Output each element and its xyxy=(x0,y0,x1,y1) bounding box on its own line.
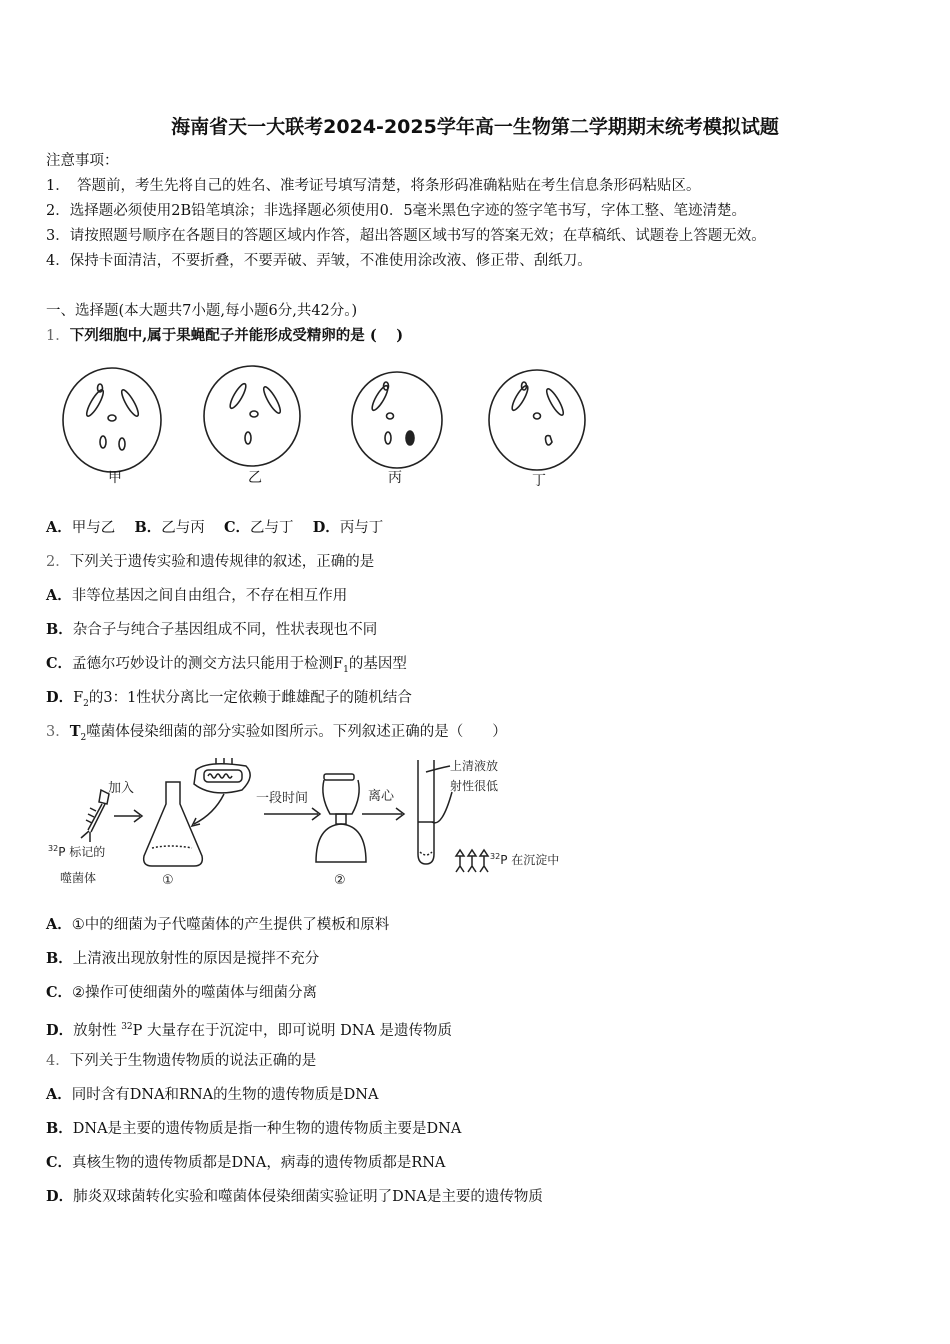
blender-icon xyxy=(316,774,366,862)
cell-bing xyxy=(352,372,442,468)
cell-jia xyxy=(63,368,161,472)
fig-sediment-label xyxy=(490,852,559,867)
q4-option-a xyxy=(46,1086,378,1104)
fig-phage-label-text: P 标记的 xyxy=(58,845,106,859)
q3-phage-figure xyxy=(46,752,576,897)
q4-option-d-text: 肺炎双球菌转化实验和噬菌体侵染细菌实验证明了DNA是主要的遗传物质 xyxy=(73,1189,543,1205)
q4-option-b-label: B． xyxy=(46,1120,73,1137)
sediment-phages xyxy=(456,850,488,872)
notice-item-1: 1． 答题前，考生先将自己的姓名、准考证号填写清楚，将条形码准确粘贴在考生信息条形码粘贴区。 xyxy=(46,178,701,194)
cell-label-bing: 丙 xyxy=(388,470,402,486)
q3-option-a xyxy=(46,916,389,934)
q2-option-c-text-post: 的基因型 xyxy=(348,656,407,672)
q3-option-d-sup: 32 xyxy=(121,1022,133,1032)
page-title: 海南省天一大联考2024-2025学年高一生物第二学期期末统考模拟试题 xyxy=(171,116,779,138)
notice-item-3: 3．请按照题号顺序在各题目的答题区域内作答，超出答题区域书写的答案无效；在草稿纸、试题卷上答题无效。 xyxy=(46,228,766,244)
q2-option-b xyxy=(46,621,377,639)
q1-option-c-text: 乙与丁 xyxy=(250,520,294,536)
q2-option-c-label: C． xyxy=(46,655,73,672)
fig-step-1: ① xyxy=(162,873,174,888)
cell-label-yi: 乙 xyxy=(248,470,262,486)
q1-options xyxy=(46,519,383,537)
q4-option-b-text: DNA是主要的遗传物质是指一种生物的遗传物质主要是DNA xyxy=(72,1121,462,1137)
q2-option-d xyxy=(46,689,412,713)
q4-option-a-label: A． xyxy=(46,1086,72,1103)
q2-option-a-text: 非等位基因之间自由组合，不存在相互作用 xyxy=(71,588,348,604)
q2-stem xyxy=(46,553,374,571)
notice-item-4: 4．保持卡面清洁，不要折叠，不要弄破、弄皱，不准使用涂改液、修正带、刮纸刀。 xyxy=(46,253,592,269)
arrow-time xyxy=(264,808,320,820)
cell-label-ding: 丁 xyxy=(532,473,546,489)
q2-option-d-text-post: 的3：1性状分离比一定依赖于雌雄配子的随机结合 xyxy=(88,690,412,706)
notice-item-2: 2．选择题必须使用2B铅笔填涂；非选择题必须使用0．5毫米黑色字迹的签字笔书写，字体工整、笔迹清楚。 xyxy=(46,203,747,219)
fig-add-label: 加入 xyxy=(108,781,135,796)
test-tube-icon xyxy=(418,760,452,864)
q3-stem xyxy=(46,723,507,747)
phage-icon xyxy=(81,790,109,842)
fig-phage-label-2: 噬菌体 xyxy=(60,871,97,885)
arrow-add xyxy=(114,810,142,822)
q4-option-c-text: 真核生物的遗传物质都是DNA，病毒的遗传物质都是RNA xyxy=(72,1155,446,1171)
q3-option-d-label: D． xyxy=(46,1021,74,1039)
q3-option-c-label: C． xyxy=(46,984,73,1001)
fig-phage-label-sup: 32 xyxy=(48,844,59,853)
q3-option-c-text: ②操作可使细菌外的噬菌体与细菌分离 xyxy=(72,985,318,1001)
q4-option-c xyxy=(46,1154,445,1172)
q3-option-a-text: ①中的细菌为子代噬菌体的产生提供了模板和原料 xyxy=(71,917,390,933)
q2-option-c xyxy=(46,655,407,679)
q3-option-b-text: 上清液出现放射性的原因是搅拌不充分 xyxy=(72,951,320,967)
cell-ding xyxy=(489,370,585,470)
q2-option-b-label: B． xyxy=(46,621,73,638)
q1-option-a-label: A． xyxy=(46,519,72,536)
fig-step-2: ② xyxy=(334,873,346,888)
q3-option-a-label: A． xyxy=(46,916,72,933)
fig-sediment-text: P 在沉淀中 xyxy=(500,853,560,867)
q4-number: 4． xyxy=(46,1053,70,1069)
q1-option-d-label: D． xyxy=(312,519,340,536)
q3-option-d xyxy=(46,1018,452,1040)
q4-option-c-label: C． xyxy=(46,1154,73,1171)
q1-text: 下列细胞中,属于果蝇配子并能形成受精卵的是 ( ) xyxy=(69,327,404,344)
q1-stem xyxy=(46,327,403,345)
q2-option-d-text-pre: F xyxy=(73,690,84,706)
q4-option-d xyxy=(46,1188,543,1206)
notice-heading: 注意事项： xyxy=(46,153,119,169)
fig-time-label: 一段时间 xyxy=(256,791,309,806)
q4-option-b xyxy=(46,1120,461,1138)
q1-option-a-text: 甲与乙 xyxy=(71,520,116,536)
cell-yi xyxy=(204,366,300,466)
q2-number: 2． xyxy=(46,554,70,570)
fig-supernatant-2: 射性很低 xyxy=(450,779,499,793)
fig-centrifuge-label: 离心 xyxy=(368,789,395,804)
q4-stem xyxy=(46,1052,316,1070)
q3-option-b-label: B． xyxy=(46,950,73,967)
q4-text: 下列关于生物遗传物质的说法正确的是 xyxy=(69,1053,317,1069)
q2-option-a-label: A． xyxy=(46,587,72,604)
fig-phage-label-1 xyxy=(48,844,105,859)
q3-option-d-text-pre: 放射性 xyxy=(73,1022,122,1039)
q1-number: 1． xyxy=(46,328,70,344)
section-heading: 一、选择题(本大题共7小题,每小题6分,共42分。) xyxy=(46,303,358,319)
cell-label-jia: 甲 xyxy=(108,470,122,486)
bacteria-callout xyxy=(192,758,250,826)
fig-supernatant-1: 上清液放 xyxy=(450,759,499,773)
q1-cell-figure xyxy=(50,358,610,493)
q1-option-d-text: 丙与丁 xyxy=(339,520,384,536)
q3-option-b xyxy=(46,950,319,968)
q2-option-a xyxy=(46,587,347,605)
q3-number: 3． xyxy=(46,724,70,740)
q3-text-sub: 2 xyxy=(80,732,87,743)
q2-option-d-label: D． xyxy=(46,689,74,706)
q4-option-a-text: 同时含有DNA和RNA的生物的遗传物质是DNA xyxy=(71,1087,379,1103)
q2-option-b-text: 杂合子与纯合子基因组成不同，性状表现也不同 xyxy=(72,622,378,638)
q2-text: 下列关于遗传实验和遗传规律的叙述，正确的是 xyxy=(69,554,375,570)
q1-option-b-text: 乙与丙 xyxy=(161,520,205,536)
q3-option-d-text-post: P 大量存在于沉淀中，即可说明 DNA 是遗传物质 xyxy=(132,1022,453,1039)
fig-sediment-sup: 32 xyxy=(490,852,501,861)
q3-text-post: 噬菌体侵染细菌的部分实验如图所示。下列叙述正确的是（ ） xyxy=(86,724,507,740)
q3-text-pre: T xyxy=(69,723,81,740)
q2-option-d-sub: 2 xyxy=(83,698,89,709)
q2-option-c-sub: 1 xyxy=(343,664,349,675)
q4-option-d-label: D． xyxy=(46,1188,74,1205)
q1-option-b-label: B． xyxy=(134,519,162,536)
q2-option-c-text-pre: 孟德尔巧妙设计的测交方法只能用于检测F xyxy=(72,656,344,672)
arrow-centrifuge xyxy=(362,808,404,820)
q1-option-c-label: C． xyxy=(223,519,251,536)
q3-option-c xyxy=(46,984,317,1002)
